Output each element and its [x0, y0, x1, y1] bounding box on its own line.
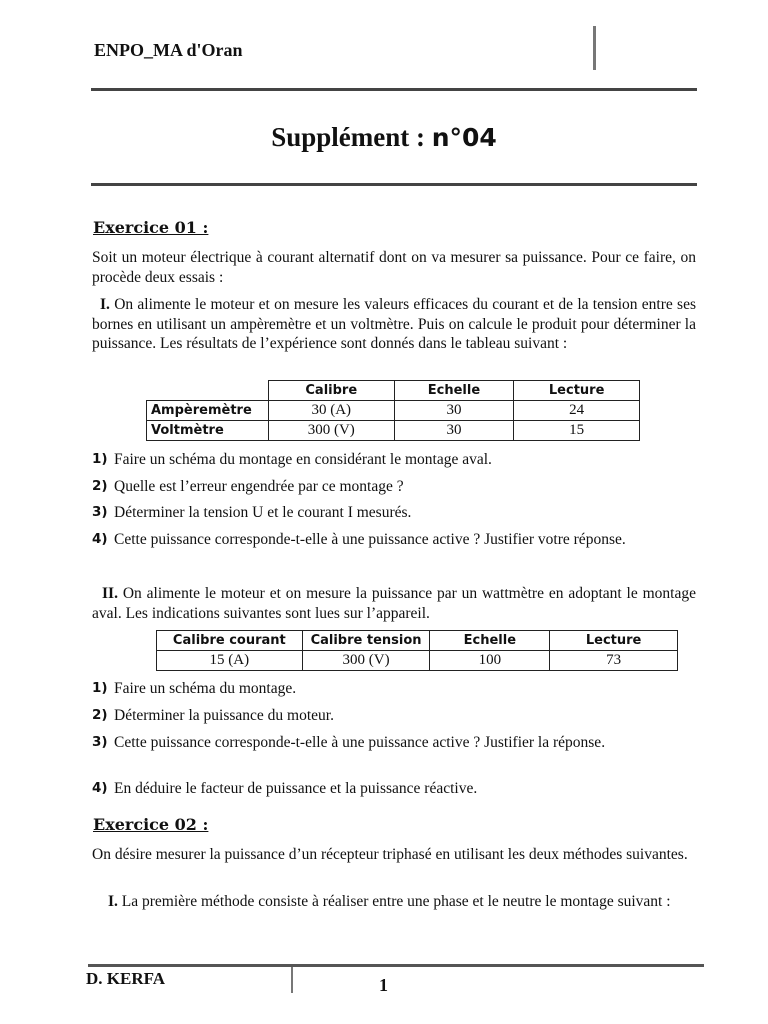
exercise-2-title: Exercice 02 :: [93, 815, 209, 834]
table-cell: 73: [550, 651, 678, 671]
table-cell: 100: [430, 651, 550, 671]
table-row: [147, 421, 640, 441]
question-text: Faire un schéma du montage en considérant le montage aval.: [114, 451, 492, 468]
title-number: n°04: [431, 123, 497, 152]
question-text: Faire un schéma du montage.: [114, 680, 297, 697]
table-row-header: Voltmètre: [147, 421, 269, 441]
footer-rule: [88, 964, 704, 967]
table-cell: 24: [514, 401, 640, 421]
part-text: La première méthode consiste à réaliser entre une phase et le neutre le montage suivant :: [117, 893, 671, 910]
question-text: Déterminer la tension U et le courant I mesurés.: [114, 504, 412, 521]
measurement-table-2: [156, 630, 678, 671]
question-number: 2): [92, 707, 108, 723]
question-item: [92, 503, 696, 523]
table-cell: 300 (V): [268, 421, 394, 441]
table-row-header: Ampèremètre: [147, 401, 269, 421]
question-text: Déterminer la puissance du moteur.: [114, 707, 334, 724]
question-number: 3): [92, 734, 108, 750]
question-number: 4): [92, 531, 108, 547]
document-title: [0, 122, 768, 153]
question-item: [92, 779, 696, 799]
table-cell: 15 (A): [157, 651, 303, 671]
part-text: On alimente le moteur et on mesure les valeurs efficaces du courant et de la tension entre ses bornes en utilisant un ampèremètre et un voltmètre. Puis on calcule le produit pour déterminer la puissance. Les résultats de l’expérience sont donnés dans le tableau suivant :: [92, 296, 696, 352]
part-label: I.: [108, 893, 118, 910]
question-item: [92, 733, 696, 753]
exercise-2-intro: On désire mesurer la puissance d’un récepteur triphasé en utilisant les deux méthodes suivantes.: [92, 846, 688, 863]
header-rule: [91, 88, 697, 91]
table-row: [147, 401, 640, 421]
table-header-row: [147, 381, 640, 401]
title-rule: [91, 183, 697, 186]
table-cell: 30: [394, 401, 514, 421]
question-number: 2): [92, 478, 108, 494]
table-header-row: [157, 631, 678, 651]
exercise-2-part-1: [92, 892, 696, 912]
question-item: [92, 706, 696, 726]
part-label: I.: [100, 296, 110, 313]
page-number: 1: [379, 975, 388, 995]
question-item: [92, 450, 696, 470]
table-cell: 30: [394, 421, 514, 441]
exercise-1-title: Exercice 01 :: [93, 218, 209, 237]
measurement-table-1: [146, 380, 640, 441]
table-header: Calibre courant: [157, 631, 303, 651]
title-prefix: Supplément :: [271, 122, 432, 152]
question-number: 1): [92, 680, 108, 696]
question-item: [92, 530, 696, 550]
question-item: [92, 477, 696, 497]
question-number: 4): [92, 780, 108, 796]
question-number: 3): [92, 504, 108, 520]
table-header: Calibre tension: [302, 631, 430, 651]
table-header: Lecture: [550, 631, 678, 651]
footer-divider: [291, 967, 293, 993]
table-header: Calibre: [268, 381, 394, 401]
question-item: [92, 679, 696, 699]
table-corner: [147, 381, 269, 401]
header-divider: [593, 26, 596, 70]
table-header: Echelle: [394, 381, 514, 401]
table-cell: 300 (V): [302, 651, 430, 671]
question-text: Quelle est l’erreur engendrée par ce montage ?: [114, 478, 404, 495]
question-number: 1): [92, 451, 108, 467]
table-cell: 30 (A): [268, 401, 394, 421]
exercise-1-intro: Soit un moteur électrique à courant alternatif dont on va mesurer sa puissance. Pour ce faire, on procède deux essais :: [92, 249, 696, 286]
table-header: Lecture: [514, 381, 640, 401]
part-label: II.: [102, 585, 118, 602]
footer-author: D. KERFA: [86, 969, 166, 988]
question-text: Cette puissance corresponde-t-elle à une puissance active ? Justifier votre réponse.: [114, 531, 626, 548]
header-school-name: ENPO_MA d'Oran: [94, 40, 243, 60]
question-text: En déduire le facteur de puissance et la puissance réactive.: [114, 780, 478, 797]
exercise-1-part-2: [92, 584, 696, 623]
table-header: Echelle: [430, 631, 550, 651]
question-text: Cette puissance corresponde-t-elle à une puissance active ? Justifier la réponse.: [114, 734, 606, 751]
table-cell: 15: [514, 421, 640, 441]
exercise-1-part-1: [92, 295, 696, 354]
part-text: On alimente le moteur et on mesure la puissance par un wattmètre en adoptant le montage aval. Les indications suivantes sont lues sur l’appareil.: [92, 585, 696, 622]
table-row: [157, 651, 678, 671]
